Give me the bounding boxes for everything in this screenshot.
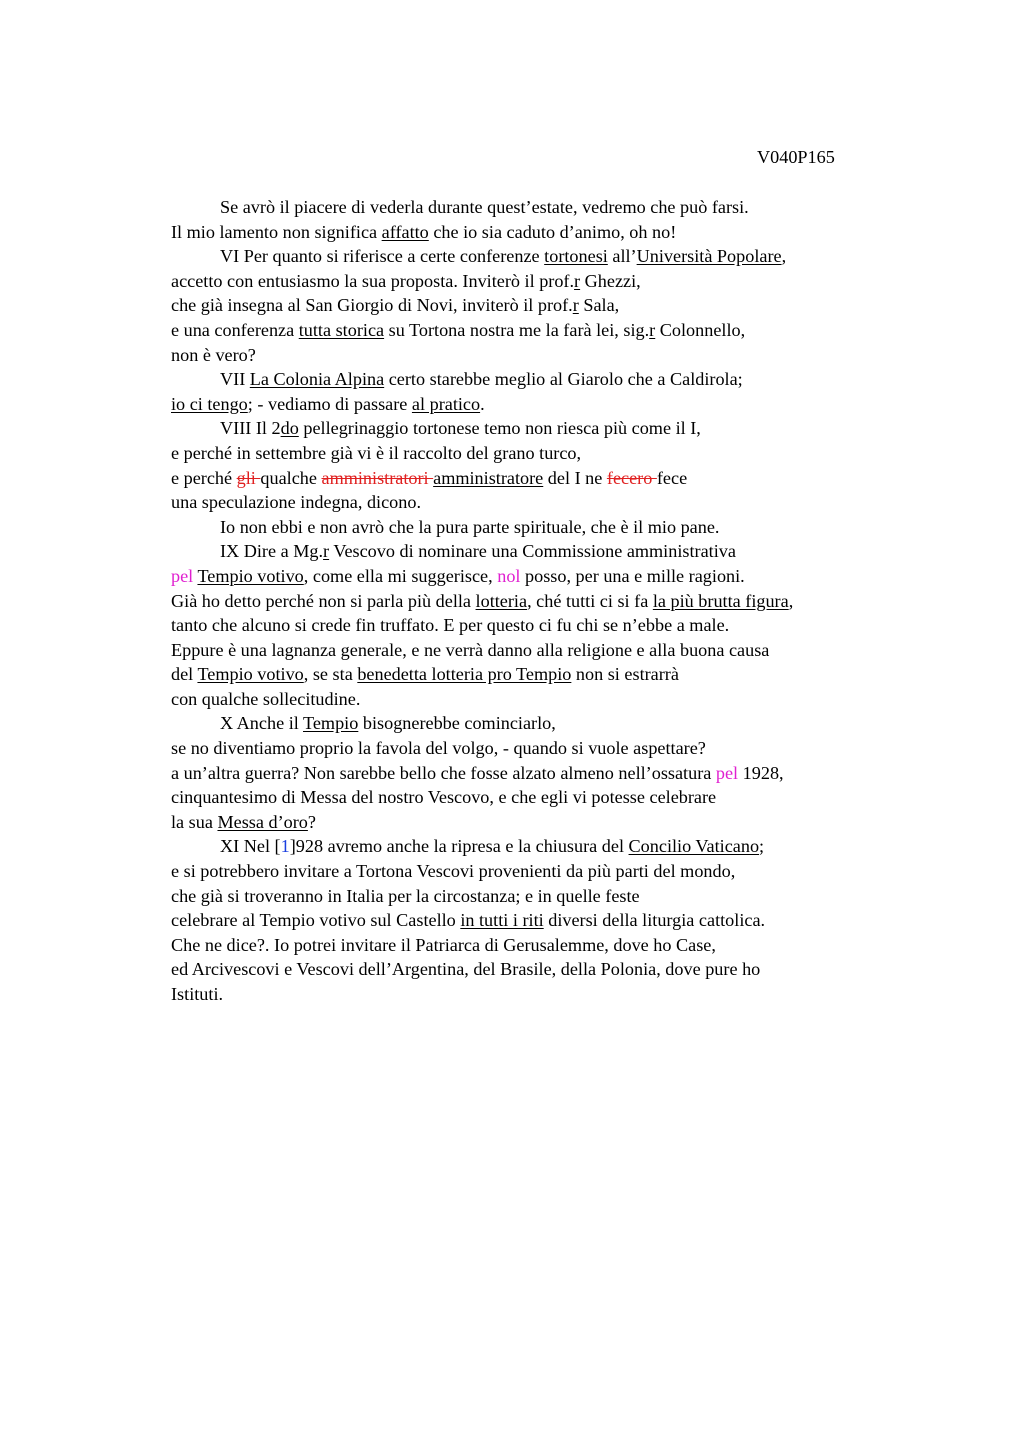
text-run: , se sta bbox=[303, 664, 358, 685]
text-run: cinquantesimo di Messa del nostro Vescovo, e che egli vi potesse celebrare bbox=[171, 787, 717, 808]
text-line bbox=[171, 515, 891, 540]
text-run: ? bbox=[307, 811, 316, 832]
text-line bbox=[171, 220, 891, 245]
underlined-text: r bbox=[649, 319, 656, 340]
editorial-bracket-insertion: 1 bbox=[280, 836, 290, 857]
text-line bbox=[171, 908, 891, 933]
text-run: ; bbox=[759, 836, 765, 857]
text-run: non è vero? bbox=[171, 344, 256, 365]
text-run: X Anche il bbox=[220, 713, 304, 734]
text-run: ]928 avremo anche la ripresa e la chiusura del bbox=[289, 836, 629, 857]
text-line bbox=[171, 367, 891, 392]
underlined-text: Tempio votivo bbox=[197, 664, 304, 685]
text-run: Colonnello, bbox=[655, 319, 746, 340]
underlined-text: Concilio Vaticano bbox=[628, 836, 760, 857]
text-run: tanto che alcuno si crede fin truffato. E per questo ci fu chi se n’ebbe a male. bbox=[171, 615, 730, 636]
text-line bbox=[171, 957, 891, 982]
text-line bbox=[171, 711, 891, 736]
text-run: Il mio lamento non significa bbox=[171, 221, 382, 242]
page-identifier: V040P165 bbox=[757, 147, 835, 167]
text-line bbox=[171, 244, 891, 269]
editorial-insertion: pel bbox=[171, 565, 194, 586]
text-line bbox=[171, 466, 891, 491]
underlined-text: Università Popolare bbox=[636, 246, 782, 267]
text-run: . bbox=[480, 393, 485, 414]
text-run: Ghezzi, bbox=[580, 270, 641, 291]
text-line bbox=[171, 441, 891, 466]
underlined-text: al pratico bbox=[411, 393, 481, 414]
underlined-text: tortonesi bbox=[544, 246, 608, 267]
text-run: a un’altra guerra? Non sarebbe bello che fosse alzato almeno nell’ossatura bbox=[171, 762, 716, 783]
deleted-text: gli bbox=[236, 467, 261, 488]
text-line bbox=[171, 416, 891, 441]
text-run: Sala, bbox=[578, 295, 620, 316]
underlined-text: la più brutta figura bbox=[652, 590, 789, 611]
text-line bbox=[171, 884, 891, 909]
text-run: , bbox=[788, 590, 794, 611]
letter-body bbox=[171, 195, 891, 1007]
text-line bbox=[171, 638, 891, 663]
text-run: certo starebbe meglio al Giarolo che a Caldirola; bbox=[384, 369, 743, 390]
underlined-text: Messa d’oro bbox=[217, 811, 308, 832]
text-run: 1928, bbox=[738, 762, 784, 783]
text-run: qualche bbox=[260, 467, 322, 488]
text-run: che già insegna al San Giorgio di Novi, inviterò il prof. bbox=[171, 295, 573, 316]
text-run: una speculazione indegna, dicono. bbox=[171, 492, 421, 513]
text-run: IX Dire a Mg. bbox=[220, 541, 324, 562]
text-run: e una conferenza bbox=[171, 319, 299, 340]
underlined-text: io ci tengo bbox=[171, 393, 248, 414]
text-run: del bbox=[171, 664, 198, 685]
text-line bbox=[171, 195, 891, 220]
underlined-text: do bbox=[280, 418, 299, 439]
underlined-text: r bbox=[323, 541, 330, 562]
text-line bbox=[171, 539, 891, 564]
text-line bbox=[171, 490, 891, 515]
text-run: bisognerebbe cominciarlo, bbox=[358, 713, 556, 734]
text-line bbox=[171, 293, 891, 318]
text-line bbox=[171, 343, 891, 368]
underlined-text: affatto bbox=[381, 221, 429, 242]
underlined-text: r bbox=[574, 270, 581, 291]
underlined-text: amministratore bbox=[433, 467, 544, 488]
text-run: Se avrò il piacere di vederla durante quest’estate, vedremo che può farsi. bbox=[220, 197, 749, 217]
text-run: VI Per quanto si riferisce a certe conferenze bbox=[220, 246, 545, 267]
text-run: Io non ebbi e non avrò che la pura parte spirituale, che è il mio pane. bbox=[220, 516, 720, 537]
text-run: , bbox=[781, 246, 787, 267]
deleted-text: amministratori bbox=[321, 467, 434, 488]
underlined-text: Tempio bbox=[303, 713, 359, 734]
text-run: , come ella mi suggerisce, bbox=[303, 565, 498, 586]
text-run: e perché bbox=[171, 467, 237, 488]
text-run: se no diventiamo proprio la favola del volgo, - quando si vuole aspettare? bbox=[171, 738, 706, 759]
text-run: con qualche sollecitudine. bbox=[171, 688, 361, 709]
underlined-text: benedetta lotteria pro Tempio bbox=[357, 664, 572, 685]
text-run: fece bbox=[656, 467, 688, 488]
text-run: accetto con entusiasmo la sua proposta. Inviterò il prof. bbox=[171, 270, 575, 291]
text-line bbox=[171, 392, 891, 417]
text-line bbox=[171, 982, 891, 1007]
text-line bbox=[171, 810, 891, 835]
text-run: Eppure è una lagnanza generale, e ne verrà danno alla religione e alla buona causa bbox=[171, 639, 770, 660]
text-run: su Tortona nostra me la farà lei, sig. bbox=[384, 319, 650, 340]
text-run: e perché in settembre già vi è il raccolto del grano turco, bbox=[171, 442, 582, 463]
text-run: diversi della liturgia cattolica. bbox=[543, 910, 766, 931]
text-line bbox=[171, 564, 891, 589]
underlined-text: La Colonia Alpina bbox=[249, 369, 385, 390]
text-run: del I ne bbox=[543, 467, 607, 488]
text-run: e si potrebbero invitare a Tortona Vescovi provenienti da più parti del mondo, bbox=[171, 861, 736, 882]
text-run: che già si troveranno in Italia per la circostanza; e in quelle feste bbox=[171, 885, 640, 906]
text-run: Già ho detto perché non si parla più della bbox=[171, 590, 476, 611]
text-line bbox=[171, 736, 891, 761]
text-line bbox=[171, 589, 891, 614]
text-run: VII bbox=[220, 369, 250, 390]
text-line bbox=[171, 859, 891, 884]
editorial-insertion: pel bbox=[715, 762, 739, 783]
text-line bbox=[171, 834, 891, 859]
text-run: Che ne dice?. Io potrei invitare il Patriarca di Gerusalemme, dove ho Case, bbox=[171, 934, 716, 955]
underlined-text: lotteria bbox=[475, 590, 528, 611]
text-run: XI Nel [ bbox=[220, 836, 281, 857]
text-run: , ché tutti ci si fa bbox=[527, 590, 653, 611]
text-run: che io sia caduto d’animo, oh no! bbox=[428, 221, 677, 242]
text-line bbox=[171, 269, 891, 294]
text-run: ; - vediamo di passare bbox=[247, 393, 412, 414]
underlined-text: tutta storica bbox=[298, 319, 385, 340]
text-run: non si estrarrà bbox=[571, 664, 679, 685]
text-run: Istituti. bbox=[171, 984, 224, 1004]
text-line bbox=[171, 687, 891, 712]
text-line bbox=[171, 318, 891, 343]
text-line bbox=[171, 662, 891, 687]
text-line bbox=[171, 613, 891, 638]
text-run: posso, per una e mille ragioni. bbox=[520, 565, 745, 586]
underlined-text: r bbox=[572, 295, 579, 316]
text-run: la sua bbox=[171, 811, 218, 832]
text-run: celebrare al Tempio votivo sul Castello bbox=[171, 910, 461, 931]
text-run: VIII Il 2 bbox=[220, 418, 281, 439]
text-line bbox=[171, 933, 891, 958]
text-line bbox=[171, 761, 891, 786]
underlined-text: in tutti i riti bbox=[460, 910, 544, 931]
text-line bbox=[171, 785, 891, 810]
text-run: all’ bbox=[607, 246, 637, 267]
text-run: Vescovo di nominare una Commissione amministrativa bbox=[329, 541, 736, 562]
text-run: pellegrinaggio tortonese temo non riesca più come il I, bbox=[298, 418, 701, 439]
text-run: ed Arcivescovi e Vescovi dell’Argentina, del Brasile, della Polonia, dove pure ho bbox=[171, 959, 761, 980]
deleted-text: fecero bbox=[606, 467, 657, 488]
underlined-text: Tempio votivo bbox=[197, 565, 304, 586]
editorial-insertion: nol bbox=[497, 565, 521, 586]
